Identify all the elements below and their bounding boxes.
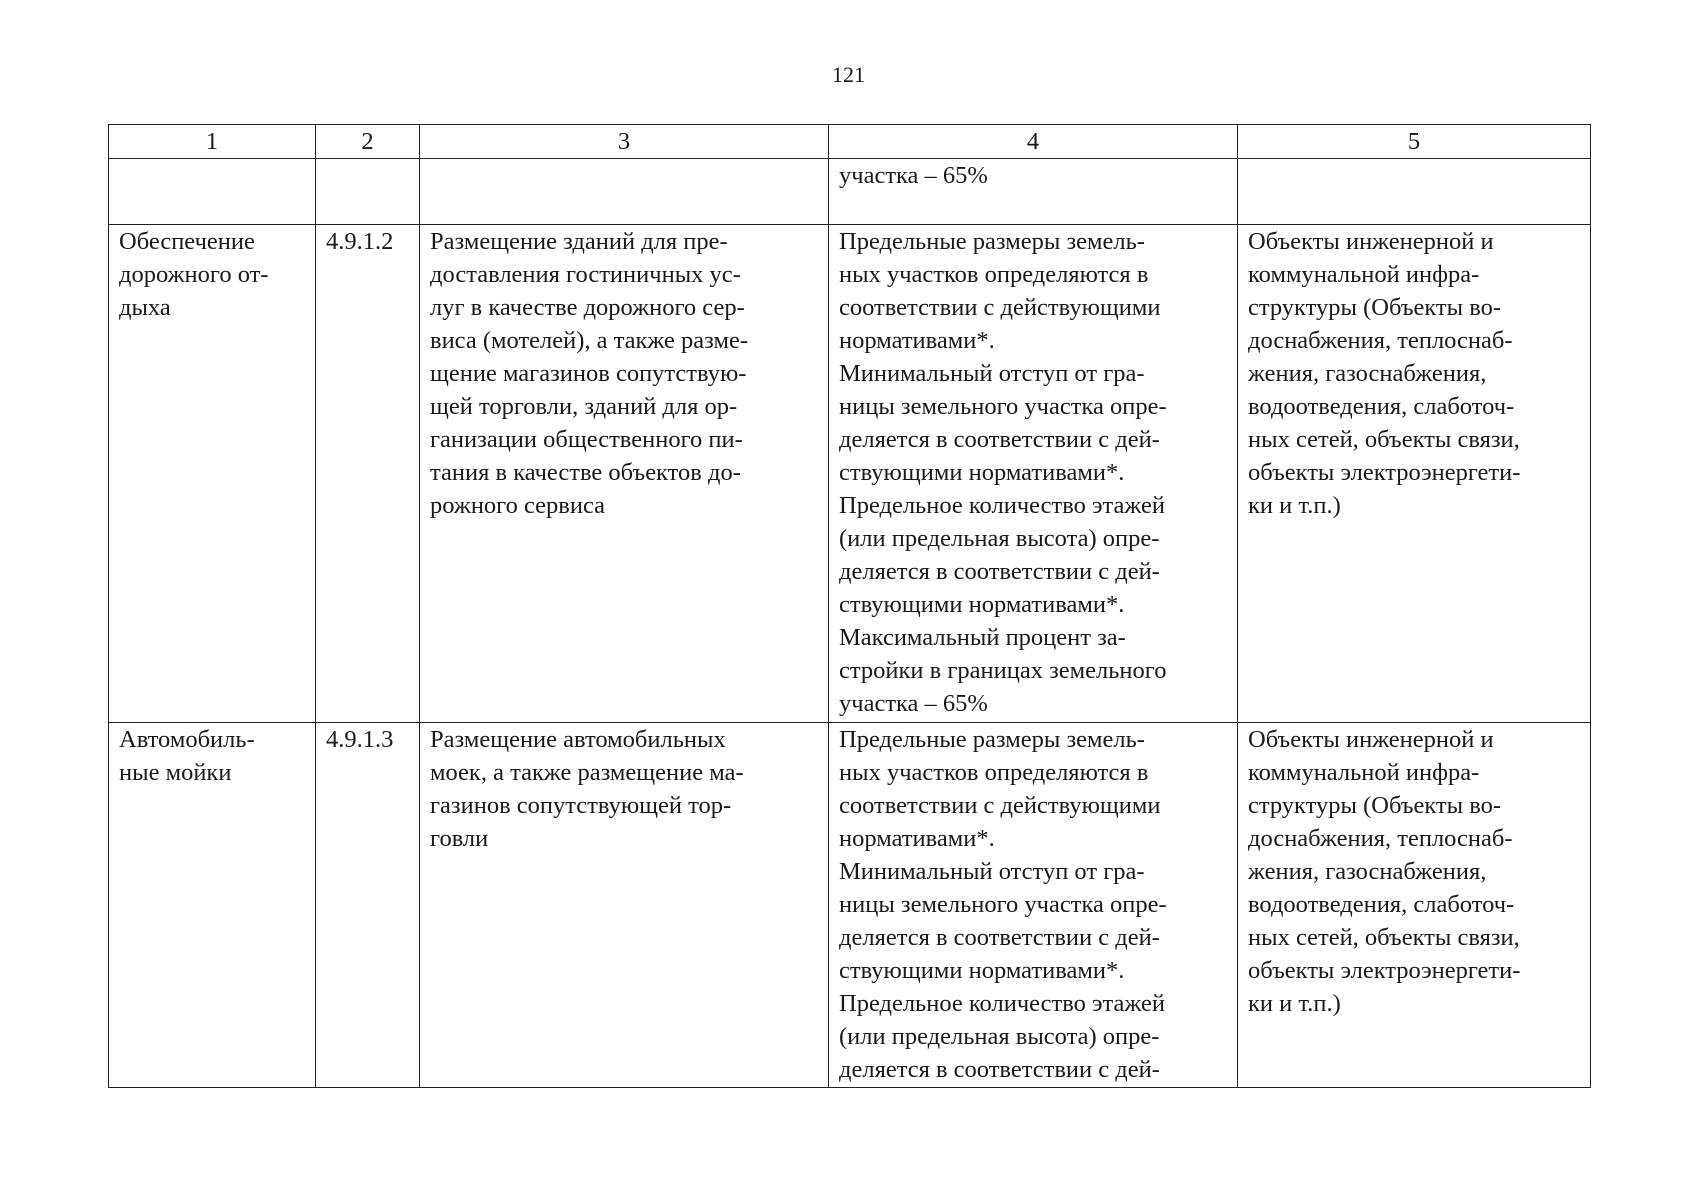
cell-text-line: Объекты инженерной и	[1248, 228, 1494, 255]
cell-text-line: 4.9.1.2	[326, 228, 394, 255]
cell-text-line: ствующими нормативами*.	[839, 957, 1125, 984]
cell-text-line: доснабжения, теплоснаб-	[1248, 825, 1513, 852]
cell-text-line: моек, а также размещение ма-	[430, 759, 744, 786]
cell-use-name	[109, 723, 316, 1088]
cell-use-code	[316, 723, 420, 1088]
cell-text-line: тания в качестве объектов до-	[430, 459, 741, 486]
cell-text-line: ных участков определяются в	[839, 261, 1149, 288]
cell-text-line: виса (мотелей), а также разме-	[430, 327, 749, 354]
cell-text-line: деляется в соответствии с дей-	[839, 426, 1160, 453]
cell-use-code	[316, 225, 420, 723]
cell-text-line: жения, газоснабжения,	[1248, 360, 1487, 387]
cell-text-line: Максимальный процент за-	[839, 624, 1126, 651]
cell-text-line: ганизации общественного пи-	[430, 426, 743, 453]
cell-text-line: доснабжения, теплоснаб-	[1248, 327, 1513, 354]
cell-auxiliary-uses	[1238, 159, 1591, 225]
cell-text-line: Минимальный отступ от гра-	[839, 360, 1145, 387]
cell-use-code	[316, 159, 420, 225]
header-cell-1: 1	[109, 125, 316, 159]
regulations-table	[108, 124, 1591, 1088]
cell-text-line: ки и т.п.)	[1248, 492, 1341, 519]
cell-use-name	[109, 225, 316, 723]
header-cell-5: 5	[1238, 125, 1591, 159]
cell-text-line: Предельное количество этажей	[839, 492, 1165, 519]
cell-text-line: (или предельная высота) опре-	[839, 525, 1160, 552]
cell-text-line: ствующими нормативами*.	[839, 459, 1125, 486]
cell-auxiliary-uses	[1238, 225, 1591, 723]
header-cell-4: 4	[829, 125, 1238, 159]
cell-text-line: Объекты инженерной и	[1248, 726, 1494, 753]
cell-text-line: коммунальной инфра-	[1248, 759, 1480, 786]
cell-text-line: водоотведения, слаботоч-	[1248, 891, 1515, 918]
table-row	[109, 159, 1591, 225]
cell-text-line: рожного сервиса	[430, 492, 606, 519]
cell-text-line: деляется в соответствии с дей-	[839, 924, 1160, 951]
cell-text-line: ки и т.п.)	[1248, 990, 1341, 1017]
cell-text-line: структуры (Объекты во-	[1248, 792, 1502, 819]
cell-text-line: ницы земельного участка опре-	[839, 393, 1167, 420]
cell-text-line: ницы земельного участка опре-	[839, 891, 1167, 918]
cell-text-line: нормативами*.	[839, 825, 995, 852]
table-header-row	[109, 125, 1591, 159]
cell-use-description	[420, 225, 829, 723]
cell-text-line: водоотведения, слаботоч-	[1248, 393, 1515, 420]
cell-text-line: щей торговли, зданий для ор-	[430, 393, 738, 420]
cell-text-line: Предельное количество этажей	[839, 990, 1165, 1017]
cell-text-line: щение магазинов сопутствую-	[430, 360, 747, 387]
cell-text-line: Размещение зданий для пре-	[430, 228, 728, 255]
cell-text-line: Автомобиль-	[119, 726, 255, 753]
cell-text-line: деляется в соответствии с дей-	[839, 1056, 1160, 1083]
header-cell-3: 3	[420, 125, 829, 159]
header-cell-2: 2	[316, 125, 420, 159]
cell-text-line: жения, газоснабжения,	[1248, 858, 1487, 885]
cell-text-line: объекты электроэнергети-	[1248, 459, 1521, 486]
cell-text-line: Обеспечение	[119, 228, 255, 255]
cell-text-line: Предельные размеры земель-	[839, 228, 1145, 255]
cell-text-line: ных участков определяются в	[839, 759, 1149, 786]
cell-text-line: ствующими нормативами*.	[839, 591, 1125, 618]
cell-text-line: луг в качестве дорожного сер-	[430, 294, 745, 321]
cell-text-line: объекты электроэнергети-	[1248, 957, 1521, 984]
cell-parameters	[829, 159, 1238, 225]
cell-auxiliary-uses	[1238, 723, 1591, 1088]
cell-text-line: участка – 65%	[839, 162, 988, 189]
cell-text-line: Предельные размеры земель-	[839, 726, 1145, 753]
cell-text-line: дорожного от-	[119, 261, 269, 288]
cell-text-line: газинов сопутствующей тор-	[430, 792, 732, 819]
cell-text-line: соответствии с действующими	[839, 294, 1161, 321]
cell-text-line: говли	[430, 825, 489, 852]
cell-use-description	[420, 723, 829, 1088]
cell-text-line: коммунальной инфра-	[1248, 261, 1480, 288]
table-row	[109, 225, 1591, 723]
cell-text-line: ных сетей, объекты связи,	[1248, 924, 1520, 951]
cell-text-line: 4.9.1.3	[326, 726, 394, 753]
cell-parameters	[829, 225, 1238, 723]
cell-text-line: участка – 65%	[839, 690, 988, 717]
cell-text-line: соответствии с действующими	[839, 792, 1161, 819]
cell-text-line: Размещение автомобильных	[430, 726, 726, 753]
cell-use-name	[109, 159, 316, 225]
cell-parameters	[829, 723, 1238, 1088]
cell-text-line: (или предельная высота) опре-	[839, 1023, 1160, 1050]
cell-text-line: дыха	[119, 294, 171, 321]
cell-text-line: ных сетей, объекты связи,	[1248, 426, 1520, 453]
page-number: 121	[832, 62, 865, 87]
cell-text-line: структуры (Объекты во-	[1248, 294, 1502, 321]
cell-text-line: доставления гостиничных ус-	[430, 261, 741, 288]
cell-text-line: Минимальный отступ от гра-	[839, 858, 1145, 885]
cell-text-line: деляется в соответствии с дей-	[839, 558, 1160, 585]
cell-text-line: ные мойки	[119, 759, 232, 786]
cell-text-line: нормативами*.	[839, 327, 995, 354]
cell-use-description	[420, 159, 829, 225]
cell-text-line: стройки в границах земельного	[839, 657, 1167, 684]
table-row	[109, 723, 1591, 1088]
